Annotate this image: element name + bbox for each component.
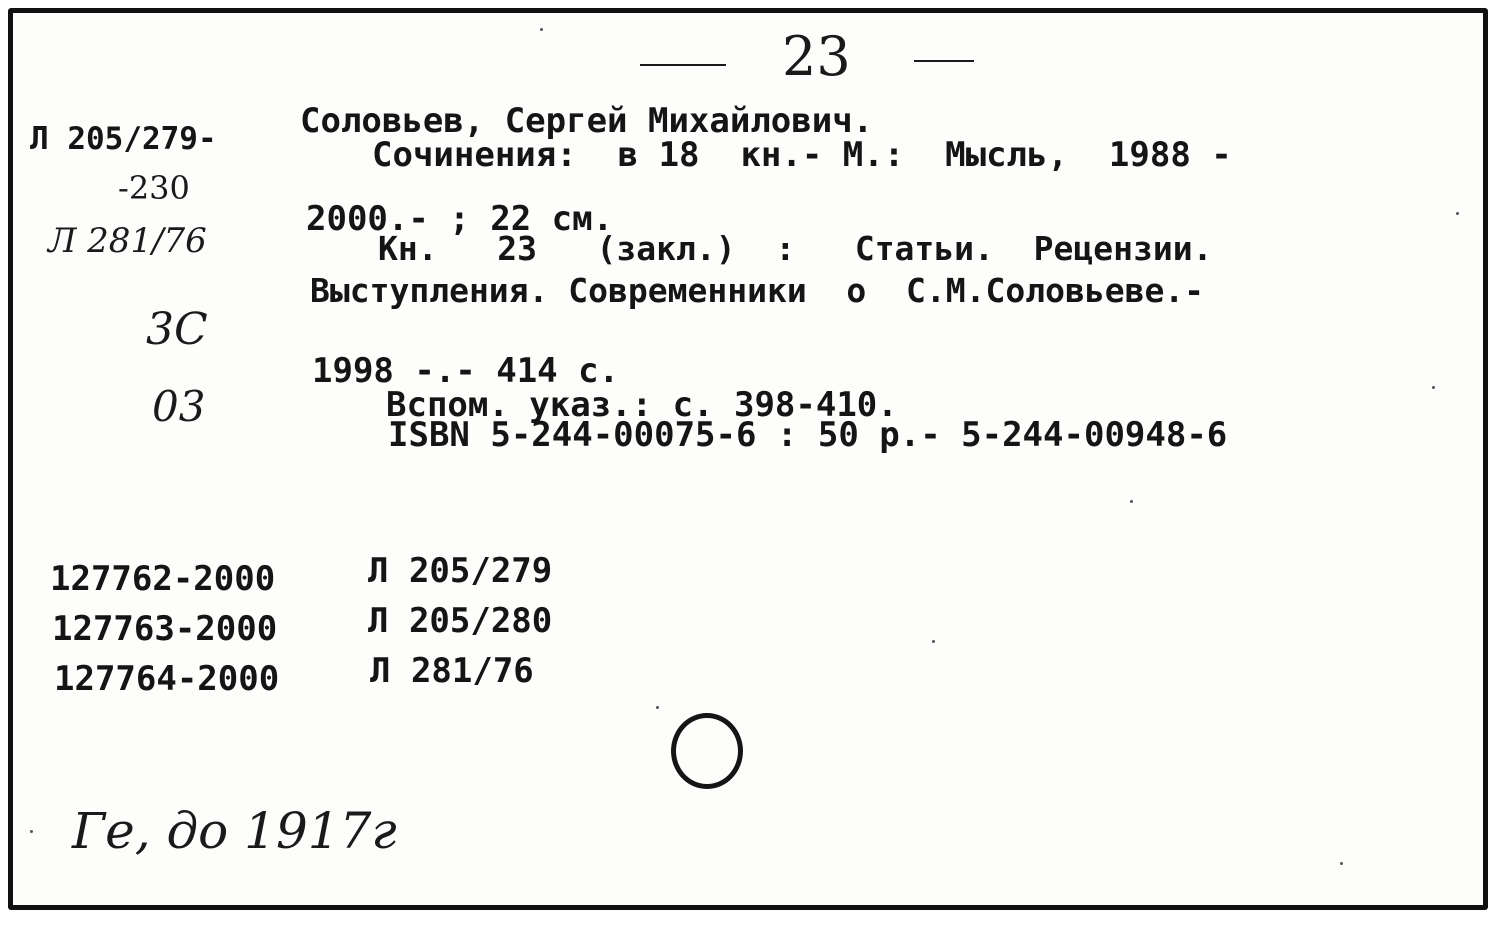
inventory-shelf: Л 205/280 <box>368 601 553 641</box>
inventory-number: 127762-2000 <box>50 559 276 599</box>
call-mark-handwritten: Л 281/76 <box>48 221 207 261</box>
scan-speck <box>1340 862 1343 865</box>
scan-speck <box>656 706 659 709</box>
entry-contents: Выступления. Современники о С.М.Соловьеве.- <box>310 271 1205 310</box>
entry-volume: Кн. 23 (закл.) : Статьи. Рецензии. <box>378 229 1213 268</box>
scan-speck <box>540 28 543 31</box>
scan-speck <box>30 830 33 833</box>
entry-index-note: Вспом. указ.: с. 398-410. <box>386 385 898 425</box>
scan-speck <box>1432 386 1435 389</box>
call-mark: Л 205/279- <box>30 121 217 157</box>
scan-speck <box>932 640 935 643</box>
page-number: 23 <box>782 25 851 88</box>
inventory-number: 127763-2000 <box>52 609 278 649</box>
entry-isbn: ISBN 5-244-00075-6 : 50 р.- 5-244-00948-6 <box>388 415 1228 455</box>
call-mark-continuation: -230 <box>118 169 190 207</box>
classification-code-1: 3С <box>146 304 208 355</box>
entry-title: Сочинения: в 18 кн.- М.: Мысль, 1988 - <box>372 135 1232 175</box>
card-punch-hole <box>671 713 743 789</box>
entry-imprint: 2000.- ; 22 см. <box>306 199 614 239</box>
inventory-number: 127764-2000 <box>54 659 280 699</box>
classification-code-2: 03 <box>152 382 206 431</box>
page-number-dash-left <box>640 64 726 66</box>
scan-speck <box>1456 212 1459 215</box>
scan-speck <box>1130 500 1133 503</box>
inventory-shelf: Л 205/279 <box>368 551 553 591</box>
handwritten-note: Ге, до 1917г <box>72 802 397 860</box>
entry-author: Соловьев, Сергей Михайлович. <box>300 101 874 141</box>
page-number-dash-right <box>914 60 974 62</box>
entry-year-pages: 1998 -.- 414 с. <box>312 351 620 391</box>
inventory-shelf: Л 281/76 <box>370 651 534 691</box>
